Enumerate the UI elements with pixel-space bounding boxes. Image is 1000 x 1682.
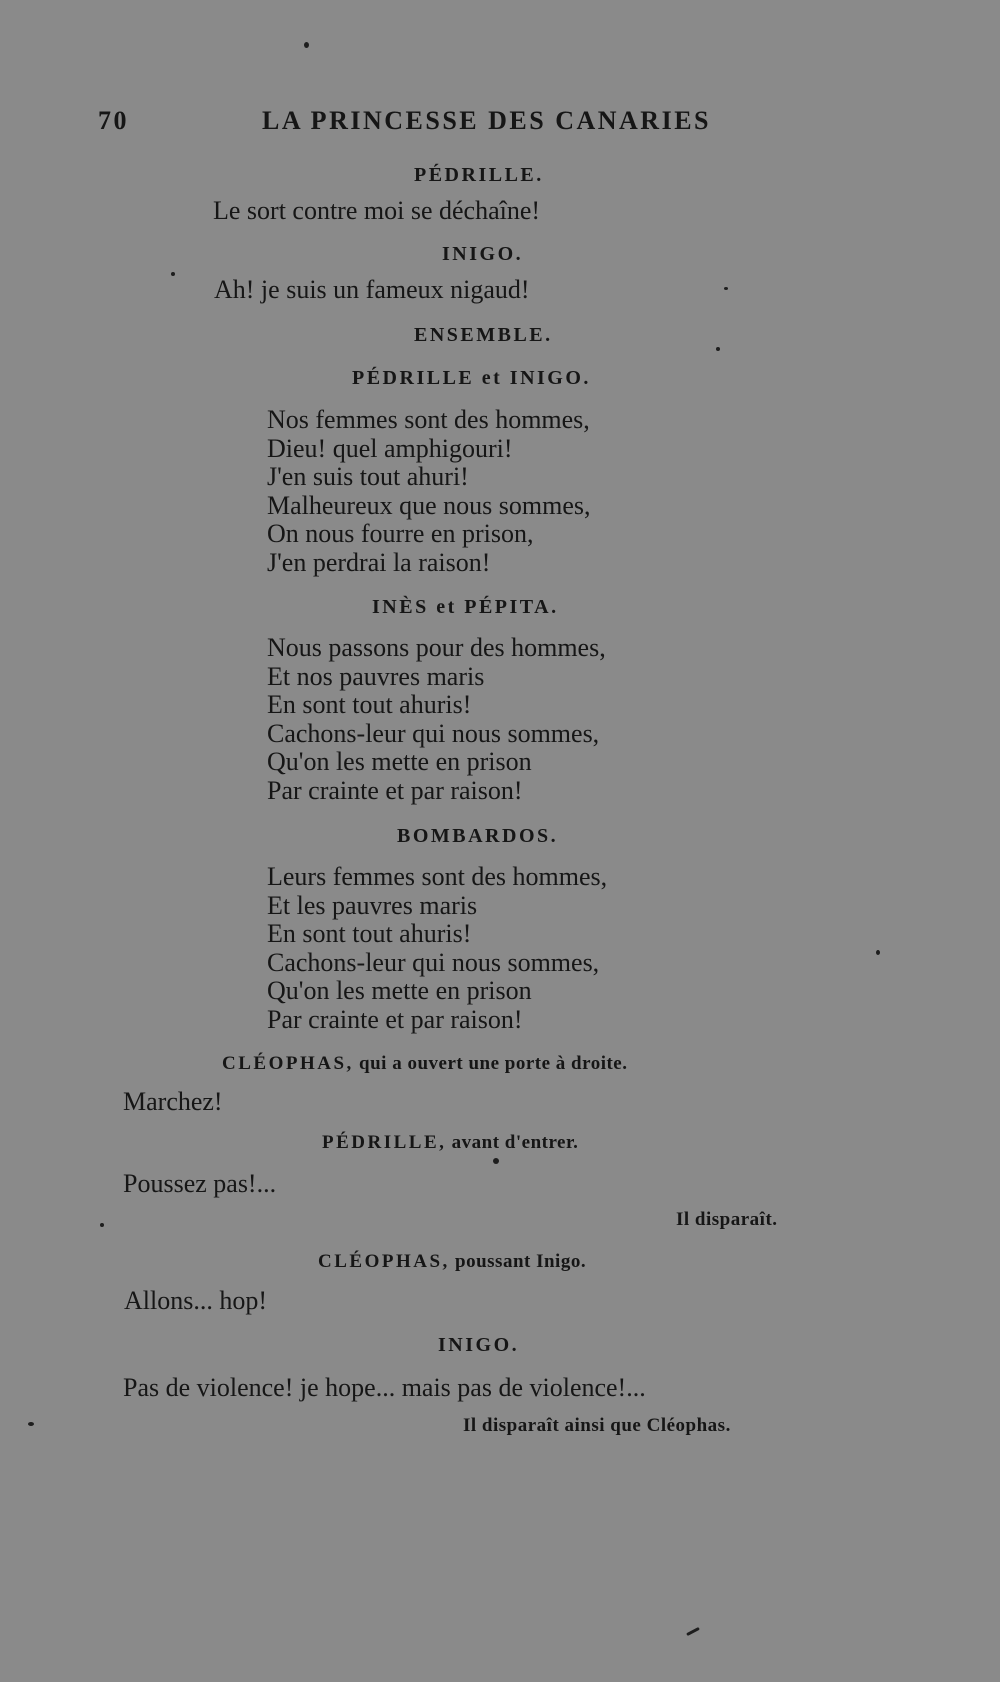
stanza-line: Qu'on les mette en prison: [267, 747, 532, 776]
stanza-line: En sont tout ahuris!: [267, 919, 472, 948]
speaker-bombardos: BOMBARDOS.: [397, 825, 559, 847]
speaker-name: CLÉOPHAS,: [318, 1251, 450, 1272]
stanza-line: Cachons-leur qui nous sommes,: [267, 947, 600, 977]
stage-direction: qui a ouvert une porte à droite.: [359, 1053, 628, 1074]
stanza-line: Dieu! quel amphigouri!: [267, 433, 513, 463]
prose-line: Pas de violence! je hope... mais pas de violence!...: [123, 1373, 646, 1402]
speaker-name: PÉDRILLE,: [322, 1132, 447, 1153]
speaker-name: CLÉOPHAS,: [222, 1053, 354, 1074]
speaker-heading-cleophas: [318, 1251, 586, 1273]
stanza-line: Et nos pauvres maris: [267, 661, 485, 691]
stanza-line: Nos femmes sont des hommes,: [267, 405, 590, 434]
stanza-line: Cachons-leur qui nous sommes,: [267, 718, 600, 748]
running-title: LA PRINCESSE DES CANARIES: [262, 106, 711, 135]
stage-direction: poussant Inigo.: [455, 1251, 587, 1272]
stanza-line: Nous passons pour des hommes,: [267, 633, 606, 662]
scan-speck: [304, 42, 309, 48]
scan-speck: [171, 272, 175, 276]
prose-line: Poussez pas!...: [123, 1169, 277, 1198]
stanza-pedrille-inigo: [267, 406, 591, 577]
scan-speck: [716, 347, 720, 351]
stanza-line: Leurs femmes sont des hommes,: [267, 862, 608, 891]
stanza-line: Malheureux que nous sommes,: [267, 490, 591, 520]
scan-speck: [28, 1422, 34, 1426]
prose-line: Allons... hop!: [124, 1286, 267, 1315]
stanza-line: Et les pauvres maris: [267, 890, 478, 920]
stanza-line: J'en perdrai la raison!: [267, 547, 491, 577]
speaker-heading-cleophas: [222, 1053, 627, 1075]
speaker-pedrille-et-inigo: PÉDRILLE et INIGO.: [352, 367, 591, 389]
scan-speck: [724, 287, 728, 290]
stanza-line: Par crainte et par raison!: [267, 775, 523, 805]
scan-speck: [876, 950, 880, 955]
speaker-inigo: INIGO.: [442, 243, 524, 265]
stage-direction-exit: Il disparaît.: [676, 1209, 778, 1230]
speaker-ines-et-pepita: INÈS et PÉPITA.: [372, 596, 559, 618]
stanza-line: En sont tout ahuris!: [267, 690, 472, 719]
speaker-inigo: INIGO.: [438, 1334, 520, 1356]
verse-line: Le sort contre moi se déchaîne!: [213, 196, 541, 225]
stage-direction-exit: Il disparaît ainsi que Cléophas.: [463, 1415, 731, 1436]
stanza-line: Qu'on les mette en prison: [267, 976, 532, 1005]
prose-line: Marchez!: [123, 1087, 223, 1116]
speaker-pedrille: PÉDRILLE.: [414, 164, 544, 186]
scan-speck: [493, 1158, 499, 1164]
stage-direction: avant d'entrer.: [451, 1132, 579, 1153]
stanza-line: On nous fourre en prison,: [267, 519, 534, 548]
scan-speck: [100, 1223, 104, 1227]
stanza-ines-pepita: [267, 634, 606, 805]
verse-line: Ah! je suis un fameux nigaud!: [214, 275, 530, 304]
page-number: 70: [98, 106, 129, 135]
speaker-heading-pedrille: [322, 1132, 578, 1154]
stanza-line: Par crainte et par raison!: [267, 1004, 523, 1034]
stanza-bombardos: [267, 863, 607, 1034]
stanza-line: J'en suis tout ahuri!: [267, 462, 469, 491]
scan-speck: [686, 1627, 700, 1636]
ensemble-label: ENSEMBLE.: [414, 324, 553, 346]
